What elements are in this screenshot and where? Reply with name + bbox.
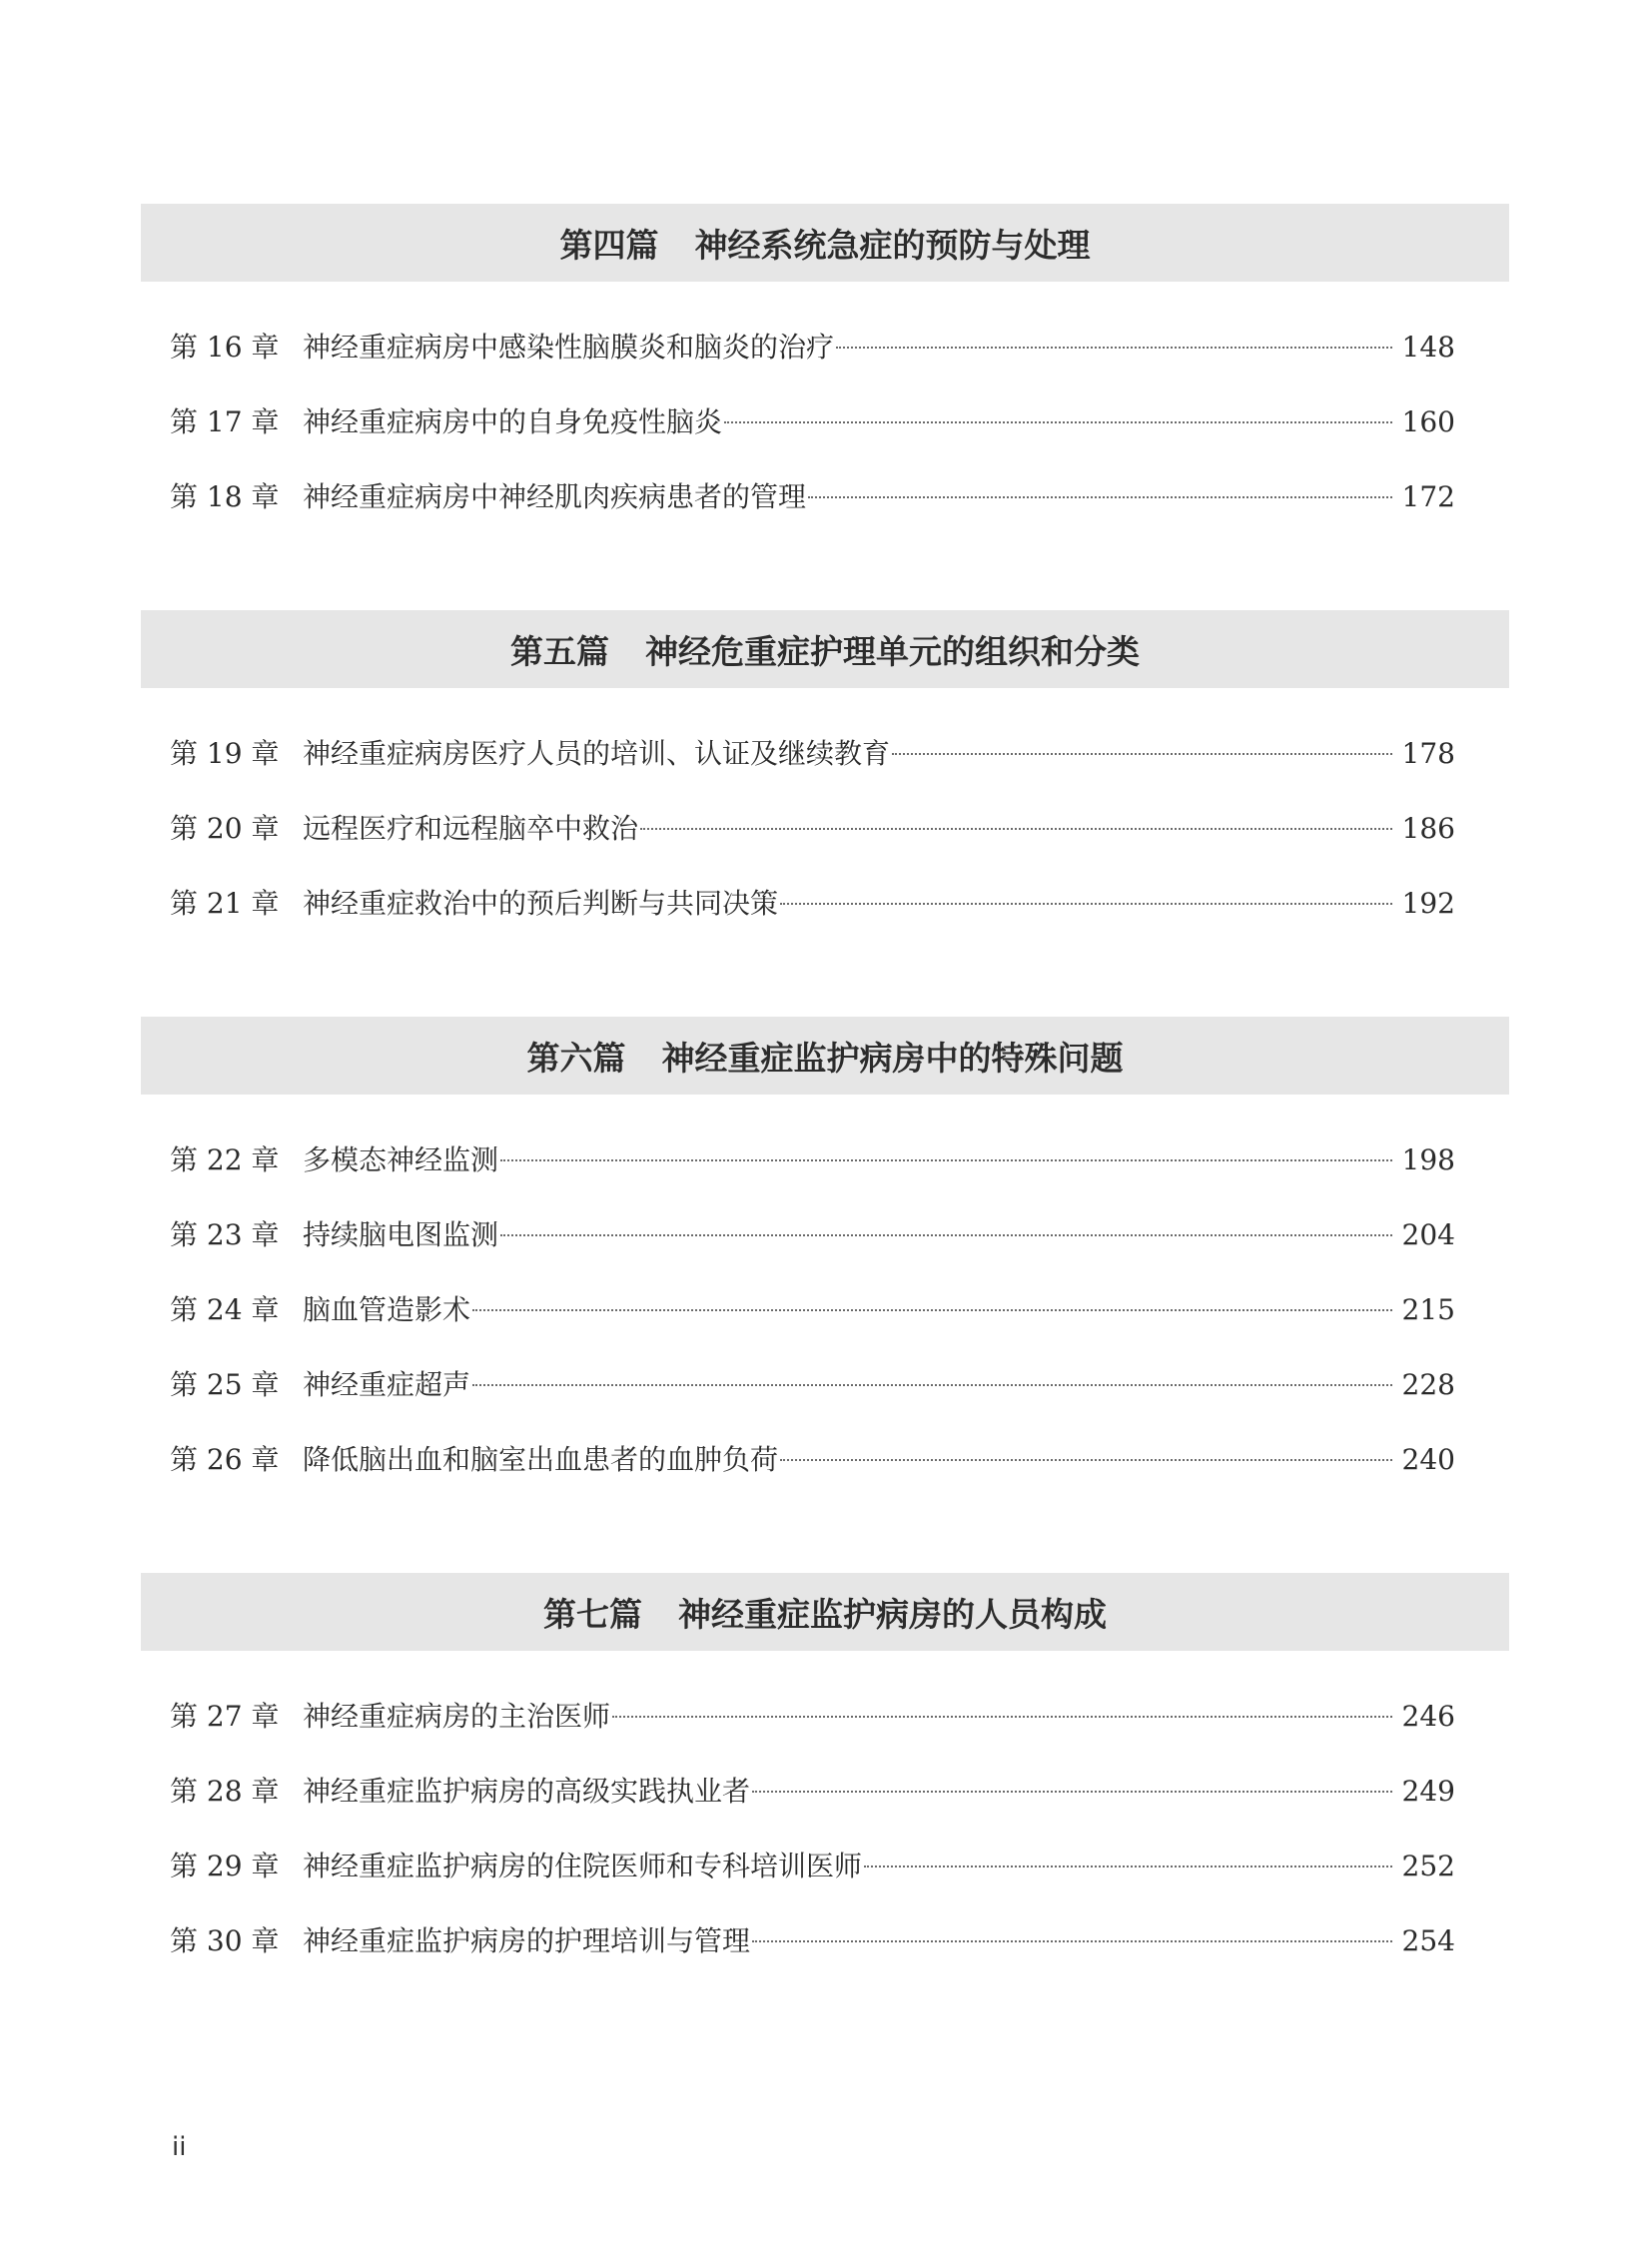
table-of-contents — [141, 204, 1509, 2054]
chapter-list — [141, 310, 1509, 534]
dot-leader — [892, 753, 1392, 755]
dot-leader — [472, 1384, 1392, 1386]
dot-leader — [500, 1234, 1392, 1236]
chapter-number: 第 27 章 — [170, 1700, 280, 1733]
dot-leader — [808, 496, 1392, 498]
part-title: 神经系统急症的预防与处理 — [694, 225, 1091, 265]
dot-leader — [500, 1159, 1392, 1161]
chapter-title: 脑血管造影术 — [303, 1293, 471, 1326]
page-folio: ii — [172, 2132, 187, 2162]
page-number: 246 — [1401, 1700, 1455, 1733]
chapter-number: 第 21 章 — [170, 887, 280, 920]
page-number: 148 — [1401, 331, 1455, 364]
part-title: 神经重症监护病房的人员构成 — [678, 1594, 1107, 1634]
chapter-title: 持续脑电图监测 — [303, 1218, 499, 1251]
chapter-title: 神经重症病房中感染性脑膜炎和脑炎的治疗 — [303, 331, 835, 364]
dot-leader — [472, 1309, 1392, 1311]
chapter-list — [141, 1122, 1509, 1497]
chapter-title: 神经重症病房医疗人员的培训、认证及继续教育 — [303, 737, 891, 770]
chapter-title: 神经重症监护病房的护理培训与管理 — [303, 1924, 751, 1957]
chapter-title: 神经重症救治中的预后判断与共同决策 — [303, 887, 779, 920]
page-number: 228 — [1401, 1368, 1455, 1401]
chapter-title: 神经重症病房中神经肌肉疾病患者的管理 — [303, 480, 807, 513]
toc-entry[interactable] — [141, 866, 1509, 941]
page-number: 178 — [1401, 737, 1455, 770]
part-heading — [141, 610, 1509, 688]
chapter-title: 神经重症超声 — [303, 1368, 471, 1401]
chapter-title: 神经重症监护病房的高级实践执业者 — [303, 1775, 751, 1808]
chapter-number: 第 20 章 — [170, 812, 280, 845]
part-title: 神经重症监护病房中的特殊问题 — [661, 1038, 1124, 1078]
page-number: 186 — [1401, 812, 1455, 845]
page-number: 252 — [1401, 1850, 1455, 1882]
dot-leader — [612, 1716, 1392, 1718]
page-number: 249 — [1401, 1775, 1455, 1808]
chapter-title: 神经重症病房中的自身免疫性脑炎 — [303, 405, 723, 438]
part-heading — [141, 1573, 1509, 1651]
chapter-title: 降低脑出血和脑室出血患者的血肿负荷 — [303, 1443, 779, 1476]
chapter-number: 第 17 章 — [170, 405, 280, 438]
chapter-number: 第 22 章 — [170, 1143, 280, 1176]
page-number: 160 — [1401, 405, 1455, 438]
part-number: 第六篇 — [526, 1038, 626, 1078]
part-heading — [141, 204, 1509, 282]
chapter-list — [141, 1679, 1509, 1978]
chapter-number: 第 16 章 — [170, 331, 280, 364]
page-number: 198 — [1401, 1143, 1455, 1176]
chapter-number: 第 30 章 — [170, 1924, 280, 1957]
chapter-number: 第 26 章 — [170, 1443, 280, 1476]
part-number: 第五篇 — [510, 631, 609, 671]
chapter-title: 神经重症病房的主治医师 — [303, 1700, 611, 1733]
page-number: 240 — [1401, 1443, 1455, 1476]
part-section — [141, 610, 1509, 941]
chapter-title: 神经重症监护病房的住院医师和专科培训医师 — [303, 1850, 863, 1882]
page-number: 204 — [1401, 1218, 1455, 1251]
dot-leader — [640, 828, 1392, 830]
page-number: 192 — [1401, 887, 1455, 920]
toc-entry[interactable] — [141, 1903, 1509, 1978]
part-section — [141, 204, 1509, 534]
part-section — [141, 1017, 1509, 1497]
toc-entry[interactable] — [141, 310, 1509, 384]
part-section — [141, 1573, 1509, 1978]
page-number: 172 — [1401, 480, 1455, 513]
page-number: 215 — [1401, 1293, 1455, 1326]
part-title: 神经危重症护理单元的组织和分类 — [645, 631, 1140, 671]
dot-leader — [780, 1459, 1392, 1461]
toc-entry[interactable] — [141, 1422, 1509, 1497]
page-number: 254 — [1401, 1924, 1455, 1957]
part-number: 第四篇 — [559, 225, 659, 265]
chapter-list — [141, 716, 1509, 941]
toc-entry[interactable] — [141, 1347, 1509, 1422]
part-heading — [141, 1017, 1509, 1095]
toc-entry[interactable] — [141, 1679, 1509, 1754]
toc-entry[interactable] — [141, 1197, 1509, 1272]
chapter-number: 第 24 章 — [170, 1293, 280, 1326]
toc-entry[interactable] — [141, 459, 1509, 534]
dot-leader — [836, 347, 1392, 349]
chapter-title: 远程医疗和远程脑卒中救治 — [303, 812, 639, 845]
toc-entry[interactable] — [141, 384, 1509, 459]
toc-entry[interactable] — [141, 1272, 1509, 1347]
part-number: 第七篇 — [543, 1594, 642, 1634]
dot-leader — [752, 1940, 1392, 1942]
toc-entry[interactable] — [141, 716, 1509, 791]
dot-leader — [864, 1866, 1392, 1868]
toc-entry[interactable] — [141, 1754, 1509, 1829]
toc-entry[interactable] — [141, 1829, 1509, 1903]
chapter-number: 第 23 章 — [170, 1218, 280, 1251]
chapter-number: 第 18 章 — [170, 480, 280, 513]
dot-leader — [752, 1791, 1392, 1793]
chapter-number: 第 19 章 — [170, 737, 280, 770]
chapter-number: 第 25 章 — [170, 1368, 280, 1401]
chapter-number: 第 29 章 — [170, 1850, 280, 1882]
toc-entry[interactable] — [141, 791, 1509, 866]
chapter-number: 第 28 章 — [170, 1775, 280, 1808]
toc-entry[interactable] — [141, 1122, 1509, 1197]
chapter-title: 多模态神经监测 — [303, 1143, 499, 1176]
dot-leader — [780, 903, 1392, 905]
dot-leader — [724, 421, 1392, 423]
